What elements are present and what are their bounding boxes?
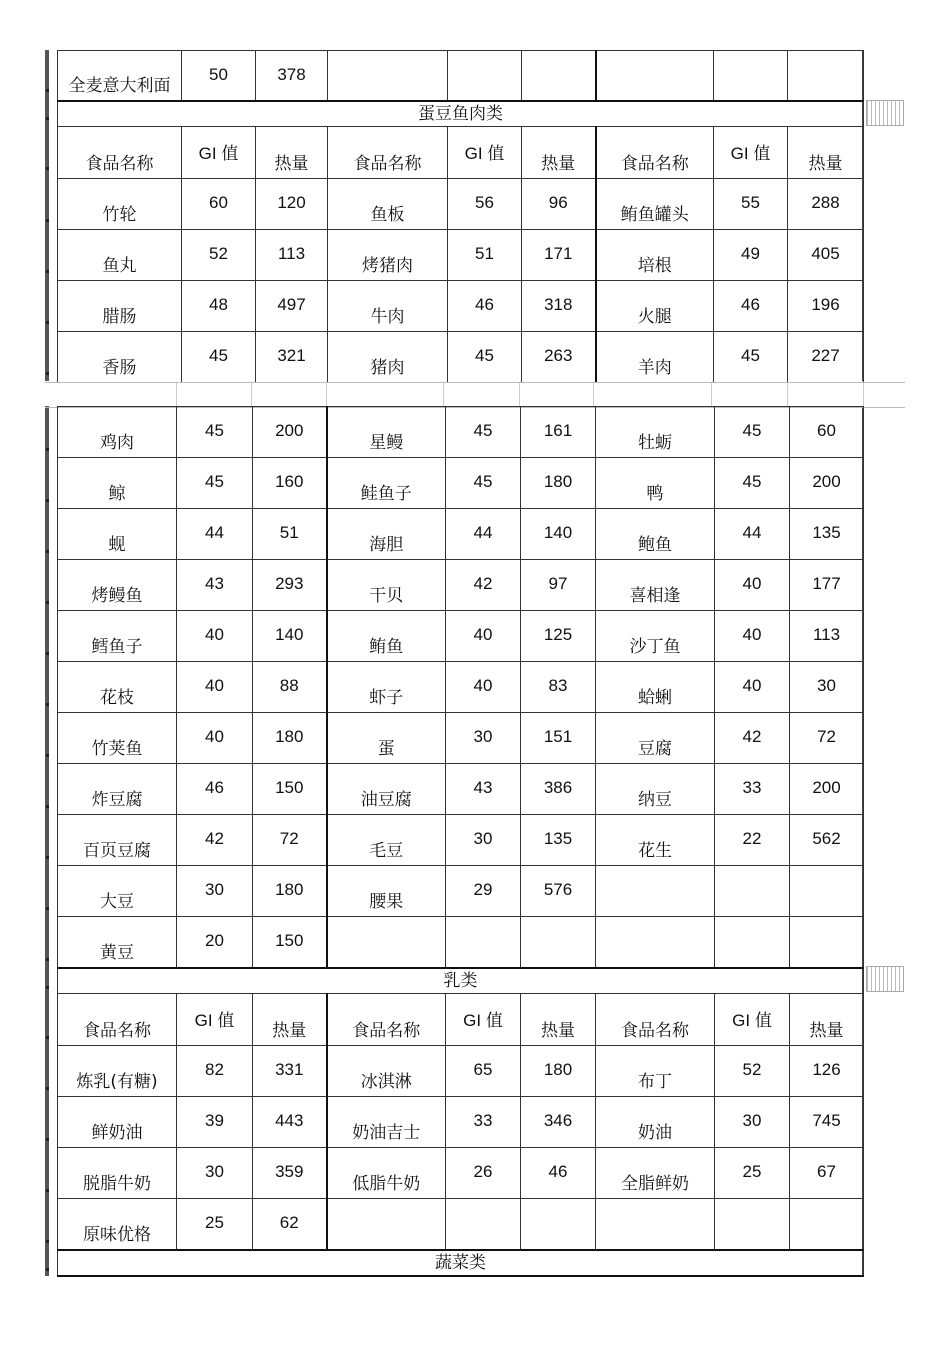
calorie-cell: 125 — [521, 611, 596, 662]
table-row — [58, 713, 864, 764]
margin-dot — [46, 117, 49, 120]
calorie-cell: 161 — [521, 407, 596, 458]
calorie-cell: 497 — [256, 281, 328, 332]
section-title-row — [58, 968, 864, 994]
header-calories: 热量 — [790, 994, 864, 1046]
empty-cell — [522, 51, 596, 101]
gi-value-cell — [446, 1199, 521, 1250]
table-row — [58, 332, 864, 383]
calorie-cell: 60 — [790, 407, 864, 458]
header-calories: 热量 — [521, 994, 596, 1046]
calorie-cell: 135 — [521, 815, 596, 866]
margin-dot — [46, 986, 49, 989]
table-row — [58, 662, 864, 713]
section-title-row — [58, 101, 864, 127]
food-name-cell: 烤猪肉 — [328, 230, 448, 281]
page-break-strip — [45, 382, 905, 408]
table-row — [58, 509, 864, 560]
empty-cell — [788, 51, 864, 101]
margin-dot — [46, 499, 49, 502]
food-name-cell: 鲑鱼子 — [327, 458, 446, 509]
gi-value-cell: 40 — [177, 713, 253, 764]
section1-rows-a — [58, 179, 864, 383]
gi-value-cell: 40 — [715, 560, 790, 611]
left-margin-bar — [45, 50, 49, 381]
food-gi-table-part2 — [57, 406, 864, 1277]
gi-value-cell: 42 — [446, 560, 521, 611]
margin-dot — [46, 754, 49, 757]
section-title-vegetables: 蔬菜类 — [58, 1250, 864, 1276]
food-name-cell: 黄豆 — [58, 917, 177, 968]
calorie-cell: 171 — [522, 230, 596, 281]
gi-value-cell: 46 — [177, 764, 253, 815]
food-name-cell: 羊肉 — [596, 332, 714, 383]
gi-value-cell: 25 — [177, 1199, 253, 1250]
gi-value-cell: 45 — [446, 407, 521, 458]
table-row — [58, 458, 864, 509]
table-row — [58, 611, 864, 662]
margin-dot — [46, 703, 49, 706]
gi-value-cell: 46 — [448, 281, 522, 332]
empty-cell — [714, 51, 788, 101]
gi-value-cell: 40 — [177, 662, 253, 713]
calorie-cell: 140 — [253, 611, 327, 662]
food-name-cell: 原味优格 — [58, 1199, 177, 1250]
calorie-cell — [521, 1199, 596, 1250]
food-name-cell: 蚬 — [58, 509, 177, 560]
food-name-cell: 鲔鱼 — [327, 611, 446, 662]
gi-value-cell: 49 — [714, 230, 788, 281]
gi-value-cell: 33 — [715, 764, 790, 815]
calorie-cell: 180 — [521, 1046, 596, 1097]
gi-value-cell: 65 — [446, 1046, 521, 1097]
food-name-cell: 腊肠 — [58, 281, 182, 332]
calorie-cell: 200 — [253, 407, 327, 458]
calorie-cell: 88 — [253, 662, 327, 713]
gi-value-cell: 33 — [446, 1097, 521, 1148]
section2-rows — [58, 1046, 864, 1250]
food-name-cell: 沙丁鱼 — [596, 611, 715, 662]
calorie-cell: 135 — [790, 509, 864, 560]
margin-dot — [46, 270, 49, 273]
gi-value-cell: 25 — [715, 1148, 790, 1199]
table-row — [58, 51, 864, 101]
margin-dot — [46, 907, 49, 910]
calorie-cell — [790, 917, 864, 968]
food-name-cell: 鲜奶油 — [58, 1097, 177, 1148]
gi-value-cell: 46 — [714, 281, 788, 332]
calorie-cell: 72 — [253, 815, 327, 866]
calorie-cell: 378 — [256, 51, 328, 101]
header-gi: GI 值 — [446, 994, 521, 1046]
left-margin-bar — [45, 406, 49, 1276]
calorie-cell — [790, 866, 864, 917]
calorie-cell — [521, 917, 596, 968]
food-name-cell: 蛋 — [327, 713, 446, 764]
margin-dot — [46, 167, 49, 170]
food-name-cell: 鱼丸 — [58, 230, 182, 281]
food-name-cell: 百页豆腐 — [58, 815, 177, 866]
table-row — [58, 230, 864, 281]
food-name-cell: 干贝 — [327, 560, 446, 611]
gi-value-cell: 55 — [714, 179, 788, 230]
food-name-cell: 冰淇淋 — [327, 1046, 446, 1097]
margin-dot — [46, 550, 49, 553]
header-calories: 热量 — [788, 127, 864, 179]
food-name-cell: 花生 — [596, 815, 715, 866]
empty-cell — [596, 51, 714, 101]
food-name-cell — [596, 1199, 715, 1250]
gi-value-cell: 45 — [182, 332, 256, 383]
header-food-name: 食品名称 — [596, 994, 715, 1046]
header-gi: GI 值 — [182, 127, 256, 179]
food-name-cell: 香肠 — [58, 332, 182, 383]
calorie-cell: 200 — [790, 458, 864, 509]
gi-value-cell: 45 — [715, 407, 790, 458]
margin-dot — [46, 958, 49, 961]
food-name-cell: 奶油吉士 — [327, 1097, 446, 1148]
calorie-cell: 263 — [522, 332, 596, 383]
food-name-cell: 布丁 — [596, 1046, 715, 1097]
header-gi: GI 值 — [714, 127, 788, 179]
margin-dot — [46, 448, 49, 451]
food-gi-table-part1 — [57, 50, 864, 383]
calorie-cell: 151 — [521, 713, 596, 764]
gi-value-cell — [715, 1199, 790, 1250]
gi-value-cell — [715, 917, 790, 968]
calorie-cell: 405 — [788, 230, 864, 281]
margin-dot — [46, 601, 49, 604]
calorie-cell: 113 — [790, 611, 864, 662]
gi-value-cell: 45 — [446, 458, 521, 509]
margin-dot — [46, 1087, 49, 1090]
gi-value-cell: 45 — [715, 458, 790, 509]
table-row — [58, 815, 864, 866]
calorie-cell: 293 — [253, 560, 327, 611]
calorie-cell: 321 — [256, 332, 328, 383]
gi-value-cell: 50 — [182, 51, 256, 101]
margin-dot — [46, 1189, 49, 1192]
calorie-cell: 51 — [253, 509, 327, 560]
food-name-cell: 猪肉 — [328, 332, 448, 383]
food-name-cell: 花枝 — [58, 662, 177, 713]
calorie-cell: 150 — [253, 764, 327, 815]
food-name-cell: 炼乳(有糖) — [58, 1046, 177, 1097]
header-food-name: 食品名称 — [58, 127, 182, 179]
gi-value-cell: 45 — [714, 332, 788, 383]
food-name-cell: 大豆 — [58, 866, 177, 917]
calorie-cell: 180 — [521, 458, 596, 509]
gi-value-cell: 82 — [177, 1046, 253, 1097]
food-name-cell: 鳕鱼子 — [58, 611, 177, 662]
header-gi: GI 值 — [177, 994, 253, 1046]
section-title-meat-bean: 蛋豆鱼肉类 — [58, 101, 864, 127]
calorie-cell: 346 — [521, 1097, 596, 1148]
section-title-row — [58, 1250, 864, 1276]
food-name-cell: 虾子 — [327, 662, 446, 713]
calorie-cell: 97 — [521, 560, 596, 611]
calorie-cell: 200 — [790, 764, 864, 815]
header-food-name: 食品名称 — [327, 994, 446, 1046]
calorie-cell: 140 — [521, 509, 596, 560]
header-gi: GI 值 — [448, 127, 522, 179]
food-name-cell: 纳豆 — [596, 764, 715, 815]
header-food-name: 食品名称 — [328, 127, 448, 179]
table-row — [58, 407, 864, 458]
food-name-cell: 喜相逢 — [596, 560, 715, 611]
gi-value-cell: 43 — [446, 764, 521, 815]
table-row — [58, 1148, 864, 1199]
header-food-name: 食品名称 — [58, 994, 177, 1046]
gi-value-cell: 40 — [715, 662, 790, 713]
calorie-cell: 30 — [790, 662, 864, 713]
calorie-cell: 67 — [790, 1148, 864, 1199]
food-name-cell: 腰果 — [327, 866, 446, 917]
food-name-cell: 海胆 — [327, 509, 446, 560]
table-row — [58, 917, 864, 968]
right-header-stripe — [866, 100, 904, 126]
calorie-cell: 288 — [788, 179, 864, 230]
food-name-cell: 鸡肉 — [58, 407, 177, 458]
calorie-cell: 443 — [253, 1097, 327, 1148]
food-name-cell: 脱脂牛奶 — [58, 1148, 177, 1199]
food-name-cell: 火腿 — [596, 281, 714, 332]
section-title-dairy: 乳类 — [58, 968, 864, 994]
margin-dot — [46, 372, 49, 375]
food-name-cell: 烤鳗鱼 — [58, 560, 177, 611]
header-calories: 热量 — [522, 127, 596, 179]
margin-dot — [46, 1036, 49, 1039]
margin-dot — [46, 321, 49, 324]
gi-value-cell: 40 — [446, 662, 521, 713]
header-row — [58, 994, 864, 1046]
gi-value-cell — [715, 866, 790, 917]
calorie-cell: 331 — [253, 1046, 327, 1097]
table-row — [58, 1046, 864, 1097]
food-name-cell: 鲸 — [58, 458, 177, 509]
food-name-cell: 鱼板 — [328, 179, 448, 230]
gi-value-cell: 30 — [177, 866, 253, 917]
food-name-cell: 竹荚鱼 — [58, 713, 177, 764]
gi-value-cell: 52 — [715, 1046, 790, 1097]
gi-value-cell: 45 — [448, 332, 522, 383]
gi-value-cell: 52 — [182, 230, 256, 281]
gi-value-cell: 30 — [446, 815, 521, 866]
table-row — [58, 281, 864, 332]
gi-value-cell: 43 — [177, 560, 253, 611]
food-name-cell — [596, 866, 715, 917]
margin-dot — [46, 1240, 49, 1243]
margin-dot — [46, 1268, 49, 1271]
food-name-cell: 炸豆腐 — [58, 764, 177, 815]
gi-value-cell: 40 — [177, 611, 253, 662]
gi-value-cell: 48 — [182, 281, 256, 332]
food-name-cell: 牛肉 — [328, 281, 448, 332]
calorie-cell: 126 — [790, 1046, 864, 1097]
calorie-cell — [790, 1199, 864, 1250]
margin-dot — [46, 89, 49, 92]
calorie-cell: 62 — [253, 1199, 327, 1250]
margin-dot — [46, 1138, 49, 1141]
gi-value-cell: 56 — [448, 179, 522, 230]
food-name-cell: 鲍鱼 — [596, 509, 715, 560]
calorie-cell: 359 — [253, 1148, 327, 1199]
food-name-cell — [596, 917, 715, 968]
margin-dot — [46, 219, 49, 222]
calorie-cell: 113 — [256, 230, 328, 281]
food-name-cell: 豆腐 — [596, 713, 715, 764]
margin-dot — [46, 652, 49, 655]
header-row — [58, 127, 864, 179]
gi-value-cell: 39 — [177, 1097, 253, 1148]
table-row — [58, 1199, 864, 1250]
calorie-cell: 196 — [788, 281, 864, 332]
food-name-cell: 蛤蜊 — [596, 662, 715, 713]
food-name-cell: 全麦意大利面 — [58, 51, 182, 101]
header-food-name: 食品名称 — [596, 127, 714, 179]
gi-value-cell: 42 — [177, 815, 253, 866]
calorie-cell: 386 — [521, 764, 596, 815]
gi-value-cell: 45 — [177, 458, 253, 509]
calorie-cell: 576 — [521, 866, 596, 917]
empty-cell — [448, 51, 522, 101]
food-name-cell: 培根 — [596, 230, 714, 281]
gi-value-cell: 29 — [446, 866, 521, 917]
gi-value-cell: 22 — [715, 815, 790, 866]
gi-value-cell: 30 — [446, 713, 521, 764]
food-name-cell — [327, 1199, 446, 1250]
gi-value-cell: 44 — [715, 509, 790, 560]
food-name-cell: 毛豆 — [327, 815, 446, 866]
food-name-cell: 牡蛎 — [596, 407, 715, 458]
header-gi: GI 值 — [715, 994, 790, 1046]
header-calories: 热量 — [253, 994, 327, 1046]
calorie-cell: 83 — [521, 662, 596, 713]
calorie-cell: 177 — [790, 560, 864, 611]
margin-dot — [46, 856, 49, 859]
gi-value-cell: 51 — [448, 230, 522, 281]
food-name-cell: 鲔鱼罐头 — [596, 179, 714, 230]
right-header-stripe — [866, 966, 904, 992]
margin-dot — [46, 805, 49, 808]
empty-cell — [328, 51, 448, 101]
calorie-cell: 96 — [522, 179, 596, 230]
table-row — [58, 866, 864, 917]
calorie-cell: 120 — [256, 179, 328, 230]
calorie-cell: 150 — [253, 917, 327, 968]
food-name-cell: 鸭 — [596, 458, 715, 509]
food-name-cell: 奶油 — [596, 1097, 715, 1148]
gi-value-cell: 30 — [177, 1148, 253, 1199]
gi-value-cell: 26 — [446, 1148, 521, 1199]
calorie-cell: 745 — [790, 1097, 864, 1148]
calorie-cell: 72 — [790, 713, 864, 764]
calorie-cell: 318 — [522, 281, 596, 332]
table-row — [58, 179, 864, 230]
table-row — [58, 764, 864, 815]
calorie-cell: 180 — [253, 866, 327, 917]
gi-value-cell: 40 — [715, 611, 790, 662]
food-name-cell: 低脂牛奶 — [327, 1148, 446, 1199]
food-name-cell: 全脂鲜奶 — [596, 1148, 715, 1199]
gi-value-cell: 30 — [715, 1097, 790, 1148]
gi-value-cell: 44 — [446, 509, 521, 560]
gi-value-cell: 60 — [182, 179, 256, 230]
gi-value-cell: 42 — [715, 713, 790, 764]
food-name-cell — [327, 917, 446, 968]
calorie-cell: 160 — [253, 458, 327, 509]
calorie-cell: 180 — [253, 713, 327, 764]
gi-value-cell — [446, 917, 521, 968]
gi-value-cell: 44 — [177, 509, 253, 560]
food-name-cell: 星鳗 — [327, 407, 446, 458]
calorie-cell: 46 — [521, 1148, 596, 1199]
gi-value-cell: 45 — [177, 407, 253, 458]
gi-value-cell: 20 — [177, 917, 253, 968]
table-row — [58, 560, 864, 611]
food-name-cell: 油豆腐 — [327, 764, 446, 815]
food-name-cell: 竹轮 — [58, 179, 182, 230]
gi-value-cell: 40 — [446, 611, 521, 662]
calorie-cell: 562 — [790, 815, 864, 866]
table-row — [58, 1097, 864, 1148]
section1-rows-b — [58, 407, 864, 968]
calorie-cell: 227 — [788, 332, 864, 383]
header-calories: 热量 — [256, 127, 328, 179]
